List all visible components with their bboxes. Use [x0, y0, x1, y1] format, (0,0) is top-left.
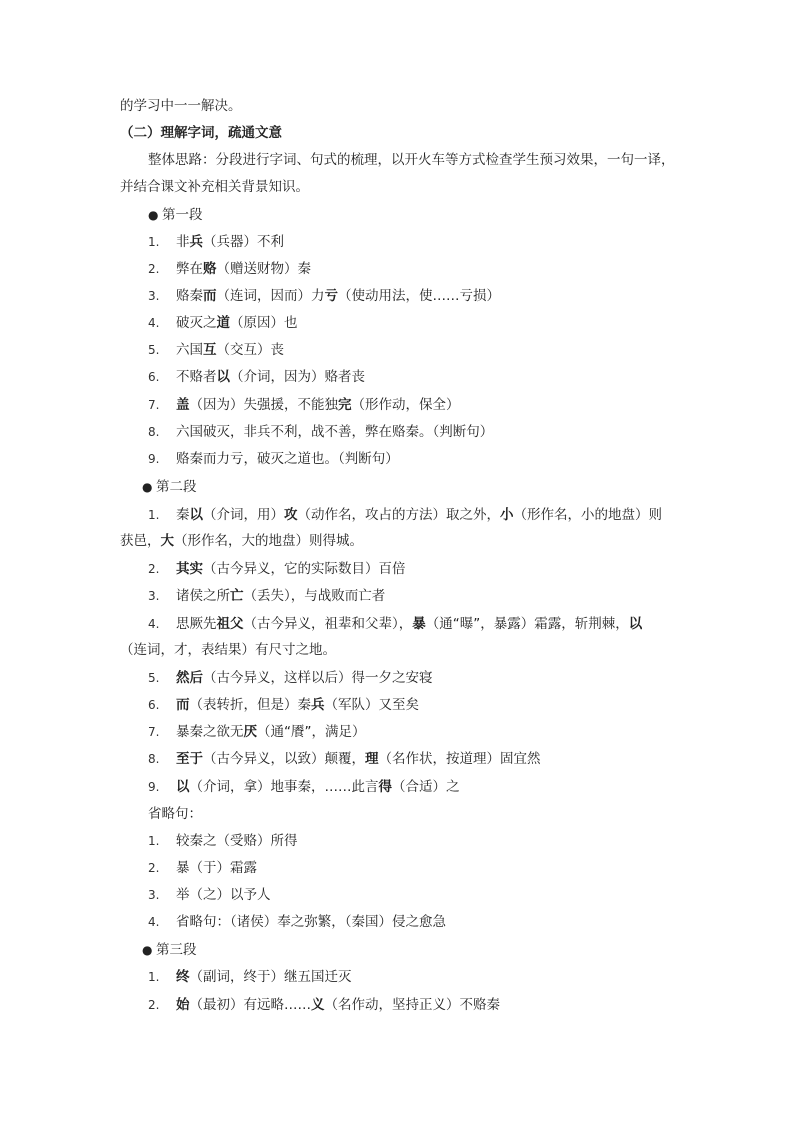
text-segment: 破灭之 — [176, 315, 217, 331]
bold-keyword: 亏 — [324, 288, 338, 304]
text-segment: （丢失），与战败而亡者 — [243, 588, 386, 604]
list-number: 5. — [148, 343, 160, 357]
list-number: 7. — [148, 725, 160, 739]
text-segment: 不赂者 — [176, 369, 217, 385]
text-segment: （使动用法，使……亏损） — [338, 288, 500, 304]
bold-keyword: 而 — [176, 697, 190, 713]
text-segment: （名作状，按道理）固宜然 — [378, 751, 541, 767]
list-item — [176, 450, 399, 468]
text-segment: 六国 — [176, 342, 203, 358]
list-number: 4. — [148, 617, 160, 631]
bold-keyword: 而 — [203, 288, 217, 304]
list-number: 1. — [148, 235, 160, 249]
list-item — [176, 723, 366, 741]
text-segment: （合适）之 — [392, 779, 460, 795]
text-segment: （古今异义，以致）颠覆， — [203, 751, 365, 767]
list-item — [176, 778, 460, 796]
text-segment: （古今异义，祖辈和父辈）， — [243, 616, 413, 632]
list-item — [176, 750, 541, 768]
text-segment: （最初）有远略…… — [189, 997, 311, 1013]
bold-keyword: 得 — [378, 779, 392, 795]
list-item — [176, 287, 500, 305]
text-segment: （通“曝”，暴露）霜露，斩荆棘， — [425, 616, 629, 632]
bold-keyword: 道 — [216, 315, 230, 331]
list-number: 8. — [148, 425, 160, 439]
bullet-icon: ● — [142, 943, 153, 957]
list-item — [176, 396, 460, 414]
list-item — [176, 886, 271, 904]
text-segment: 获邑， — [120, 533, 161, 549]
list-number: 4. — [148, 316, 160, 330]
list-item — [176, 587, 385, 605]
list-item — [176, 968, 352, 986]
list-number: 3. — [148, 289, 160, 303]
list-item — [176, 859, 257, 877]
list-number: 2. — [148, 262, 160, 276]
text-segment: （古今异义，它的实际数目）百倍 — [203, 561, 406, 577]
bold-keyword: 小 — [500, 507, 514, 523]
bold-keyword: 兵 — [311, 697, 325, 713]
text-segment: （赠送财物）秦 — [216, 261, 311, 277]
text-segment: 举（之）以予人 — [176, 887, 271, 903]
list-number: 1. — [148, 970, 160, 984]
text-segment: （表转折，但是）秦 — [189, 697, 311, 713]
intro-line: 的学习中一一解决。 — [120, 98, 242, 114]
text-segment: （动作名，攻占的方法）取之外， — [297, 507, 500, 523]
list-number: 3. — [148, 888, 160, 902]
para2-title: 第二段 — [156, 479, 197, 495]
text-segment: （介词，拿）地事秦，……此言 — [189, 779, 379, 795]
text-segment: （兵器）不利 — [203, 234, 284, 250]
list-item — [176, 560, 406, 578]
text-segment: 秦 — [176, 507, 190, 523]
text-segment: （连词，才，表结果）有尺寸之地。 — [120, 642, 336, 658]
bold-keyword: 亡 — [230, 588, 244, 604]
list-number: 4. — [148, 915, 160, 929]
bold-keyword: 其实 — [176, 561, 203, 577]
text-segment: （介词，因为）赂者丧 — [230, 369, 365, 385]
text-segment: 省略句：（诸侯）奉之弥繁，（秦国）侵之愈急 — [176, 914, 446, 930]
text-segment: 暴（于）霜露 — [176, 860, 257, 876]
list-item — [176, 696, 419, 714]
bold-keyword: 大 — [160, 533, 174, 549]
bullet-icon: ● — [142, 480, 153, 494]
para1-title: 第一段 — [162, 207, 203, 223]
list-number: 6. — [148, 370, 160, 384]
text-segment: （因为）失强援，不能独 — [189, 397, 338, 413]
bold-keyword: 攻 — [284, 507, 298, 523]
text-segment: 赂秦 — [176, 288, 203, 304]
bold-keyword: 义 — [311, 997, 325, 1013]
list-number: 2. — [148, 562, 160, 576]
section-heading: （二）理解字词，疏通文意 — [120, 125, 282, 141]
list-item — [176, 423, 493, 441]
list-item-continuation — [120, 641, 336, 659]
list-item — [176, 913, 446, 931]
bold-keyword: 祖父 — [216, 616, 244, 632]
list-number: 8. — [148, 752, 160, 766]
text-segment: （形作名，大的地盘）则得城。 — [174, 533, 363, 549]
bold-keyword: 兵 — [189, 234, 203, 250]
bold-keyword: 厌 — [243, 724, 257, 740]
text-segment: （原因）也 — [230, 315, 298, 331]
text-segment: （名作动，坚持正义）不赂秦 — [324, 997, 500, 1013]
bold-keyword: 理 — [365, 751, 379, 767]
approach-line-1: 整体思路：分段进行字词、句式的梳理，以开火车等方式检查学生预习效果，一句一译， — [148, 152, 675, 168]
list-number: 1. — [148, 508, 160, 522]
text-segment: （副词，终于）继五国迁灭 — [189, 969, 352, 985]
list-number: 2. — [148, 998, 160, 1012]
approach-line-2: 并结合课文补充相关背景知识。 — [120, 179, 309, 195]
bold-keyword: 至于 — [176, 751, 203, 767]
list-item — [176, 832, 298, 850]
text-segment: 思厥先 — [176, 616, 217, 632]
list-number: 1. — [148, 834, 160, 848]
bold-keyword: 然后 — [176, 670, 203, 686]
list-item — [176, 996, 500, 1014]
text-segment: （形作动，保全） — [351, 397, 460, 413]
list-item — [176, 615, 642, 633]
list-number: 9. — [148, 452, 160, 466]
bold-keyword: 互 — [203, 342, 217, 358]
list-number: 6. — [148, 698, 160, 712]
bold-keyword: 始 — [176, 997, 190, 1013]
text-segment: （古今异义，这样以后）得一夕之安寝 — [203, 670, 433, 686]
list-item — [176, 314, 298, 332]
text-segment: 弊在 — [176, 261, 203, 277]
text-segment: （形作名，小的地盘）则 — [513, 507, 662, 523]
bullet-icon: ● — [148, 208, 159, 222]
bold-keyword: 暴 — [412, 616, 426, 632]
list-item-continuation — [120, 532, 363, 550]
list-number: 7. — [148, 398, 160, 412]
list-item — [176, 669, 433, 687]
text-segment: 非 — [176, 234, 190, 250]
text-segment: 较秦之（受赂）所得 — [176, 833, 298, 849]
text-segment: （介词，用） — [203, 507, 284, 523]
text-segment: （通“餍”，满足） — [257, 724, 366, 740]
list-item — [176, 368, 365, 386]
list-item — [176, 341, 284, 359]
list-number: 3. — [148, 589, 160, 603]
text-segment: 赂秦而力亏，破灭之道也。（判断句） — [176, 451, 399, 467]
text-segment: （军队）又至矣 — [324, 697, 419, 713]
text-segment: 暴秦之欲无 — [176, 724, 244, 740]
text-segment: （交互）丧 — [216, 342, 284, 358]
bold-keyword: 终 — [176, 969, 190, 985]
list-item — [176, 260, 311, 278]
list-number: 9. — [148, 780, 160, 794]
para3-title: 第三段 — [156, 942, 197, 958]
list-item — [176, 506, 662, 524]
bold-keyword: 完 — [338, 397, 352, 413]
text-segment: 诸侯之所 — [176, 588, 230, 604]
bold-keyword: 以 — [189, 507, 203, 523]
bold-keyword: 以 — [176, 779, 190, 795]
list-number: 5. — [148, 671, 160, 685]
list-number: 2. — [148, 861, 160, 875]
bold-keyword: 盖 — [176, 397, 190, 413]
bold-keyword: 以 — [216, 369, 230, 385]
bold-keyword: 赂 — [203, 261, 217, 277]
ellipsis-title: 省略句： — [148, 806, 202, 822]
text-segment: 六国破灭，非兵不利，战不善，弊在赂秦。（判断句） — [176, 424, 494, 440]
bold-keyword: 以 — [628, 616, 643, 632]
list-item — [176, 233, 284, 251]
text-segment: （连词，因而）力 — [216, 288, 325, 304]
